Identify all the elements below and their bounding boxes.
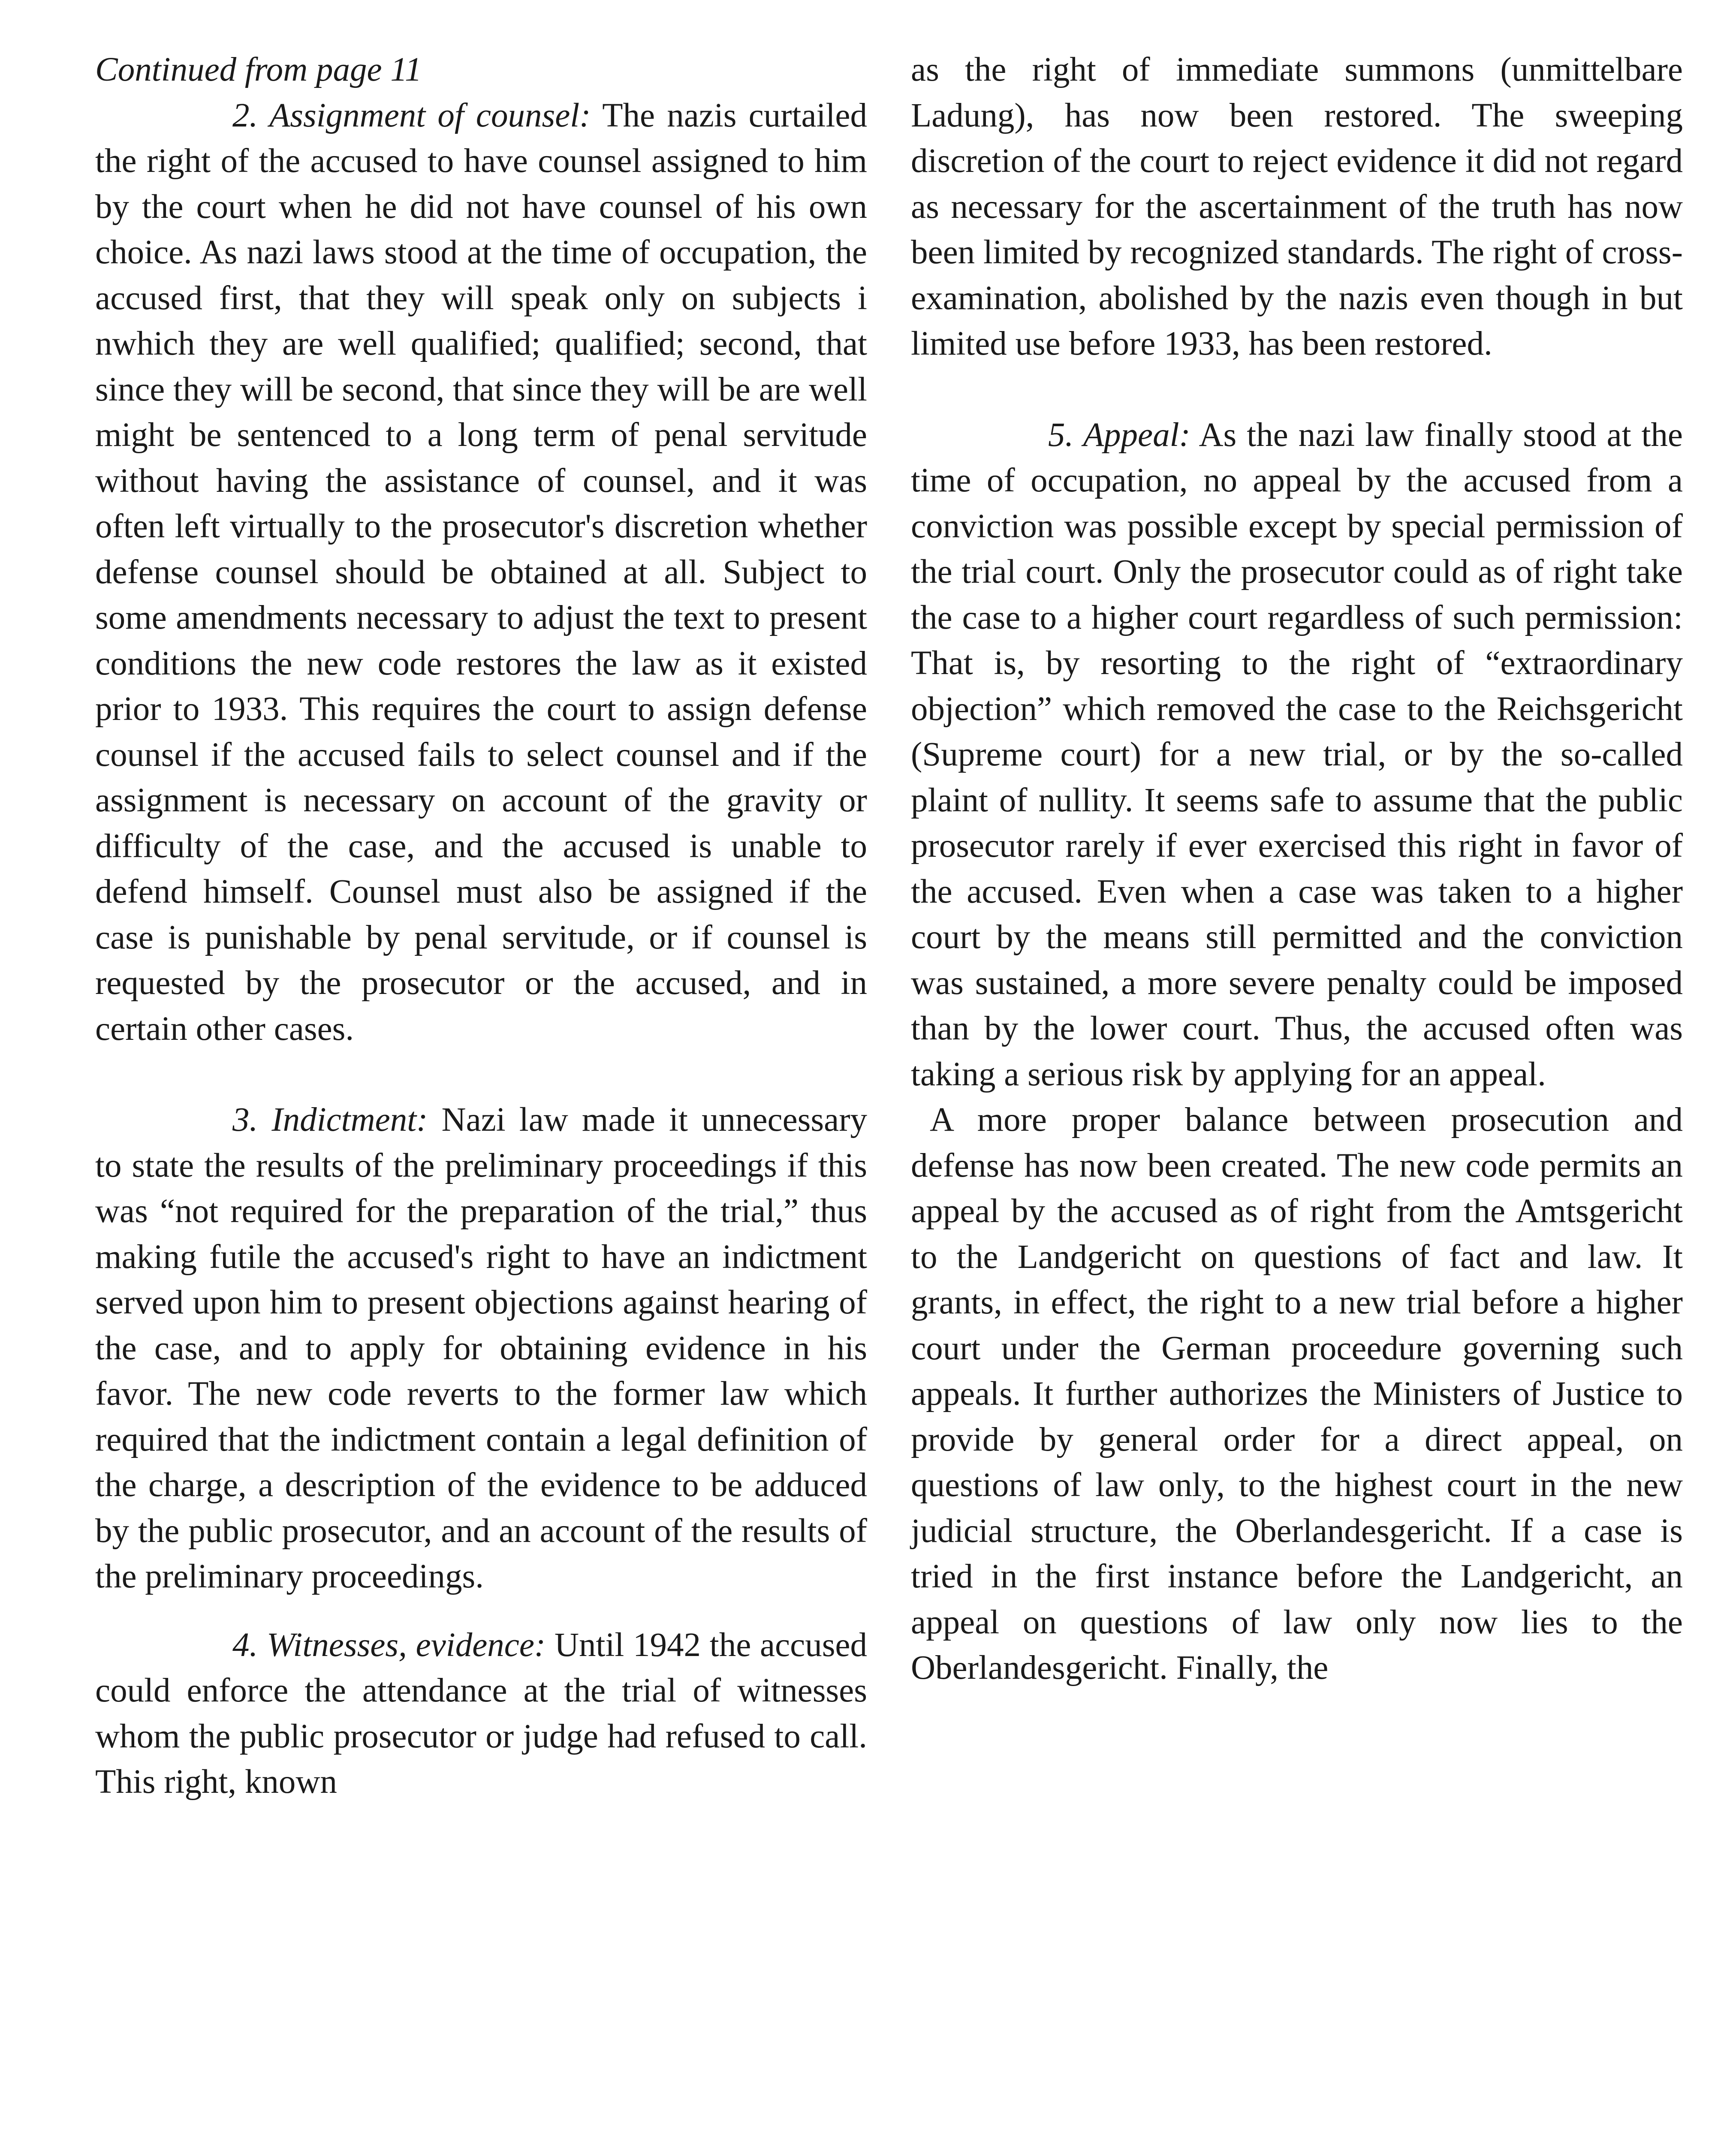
continued-note: Continued from page 11	[95, 51, 422, 88]
section-appeal	[911, 413, 1683, 1098]
section-body: Until 1942 the accused could enforce the attendance at the trial of witnesses whom the public prosecutor or judge had refused to call. This right, known	[95, 1626, 867, 1801]
section-assignment-of-counsel	[95, 93, 867, 1052]
witnesses-continuation: as the right of immediate summons (unmittelbare Ladung), has now been restored. The sweeping discretion of the court to reject evidence it did not regard as necessary for the ascertainment of the truth has now been limited by recognized standards. The right of cross-examination, abolished by the nazis even though in but limited use before 1933, has been restored.	[911, 51, 1683, 362]
section-witnesses-evidence	[95, 1623, 867, 1805]
section-heading: 5. Appeal:	[1048, 416, 1190, 454]
section-indictment	[95, 1097, 867, 1600]
section-heading: 4. Witnesses, evidence:	[232, 1626, 546, 1664]
section-heading: 3. Indictment:	[232, 1101, 428, 1138]
section-body: Nazi law made it unnecessary to state the results of the preliminary proceedings if this was “not required for the preparation of the trial,” thus making futile the accused's right to have an indictment served upon him to present objections against hearing of the case, and to apply for obtaining evidence in his favor. The new code reverts to the former law which required that the indictment contain a legal definition of the charge, a description of the evidence to be adduced by the public prosecutor, and an account of the results of the preliminary proceedings.	[95, 1101, 868, 1595]
section-heading: 2. Assignment of counsel:	[232, 96, 591, 134]
paragraph-balance: A more proper balance between prosecution and defense has now been created. The new code permits an appeal by the accused as of right from the Amtsgericht to the Landgericht on questions of fact and law. It grants, in effect, the right to a new trial before a higher court under the German proceedure governing such appeals. It further authorizes the Ministers of Justice to provide by general order for a direct appeal, on questions of law only, to the highest court in the new judicial structure, the Oberlandesgericht. If a case is tried in the first instance before the Landgericht, an appeal on questions of law only now lies to the Oberlandesgericht. Finally, the	[911, 1101, 1683, 1686]
right-column	[911, 47, 1683, 1691]
section-body: As the nazi law finally stood at the time of occupation, no appeal by the accused from a conviction was possible except by special permission of the trial court. Only the prosecutor could as of right take the case to a higher court regardless of such permission: That is, by resorting to the right of “extraordinary objection” which removed the case to the Reichsgericht (Supreme court) for a new trial, or by the so-called plaint of nullity. It seems safe to assume that the public prosecutor rarely if ever exercised this right in favor of the accused. Even when a case was taken to a higher court by the means still permitted and the conviction was sustained, a more severe penalty could be imposed than by the lower court. Thus, the accused often was taking a serious risk by applying for an appeal.	[911, 416, 1683, 1093]
section-body: The nazis curtailed the right of the accused to have counsel assigned to him by the court when he did not have counsel of his own choice. As nazi laws stood at the time of occupation, the accused first, that they will speak only on subjects i nwhich they are well qualified; qualified; second, that since they will be second, that since they will be are well might be sentenced to a long term of penal servitude without having the assistance of counsel, and it was often left virtually to the prosecutor's discretion whether defense counsel should be obtained at all. Subject to some amendments necessary to adjust the text to present conditions the new code restores the law as it existed prior to 1933. This requires the court to assign defense counsel if the accused fails to select counsel and if the assignment is necessary on account of the gravity or difficulty of the case, and the accused is unable to defend himself. Counsel must also be assigned if the case is punishable by penal servitude, or if counsel is requested by the prosecutor or the accused, and in certain other cases.	[95, 96, 867, 1048]
left-column	[95, 47, 867, 1805]
